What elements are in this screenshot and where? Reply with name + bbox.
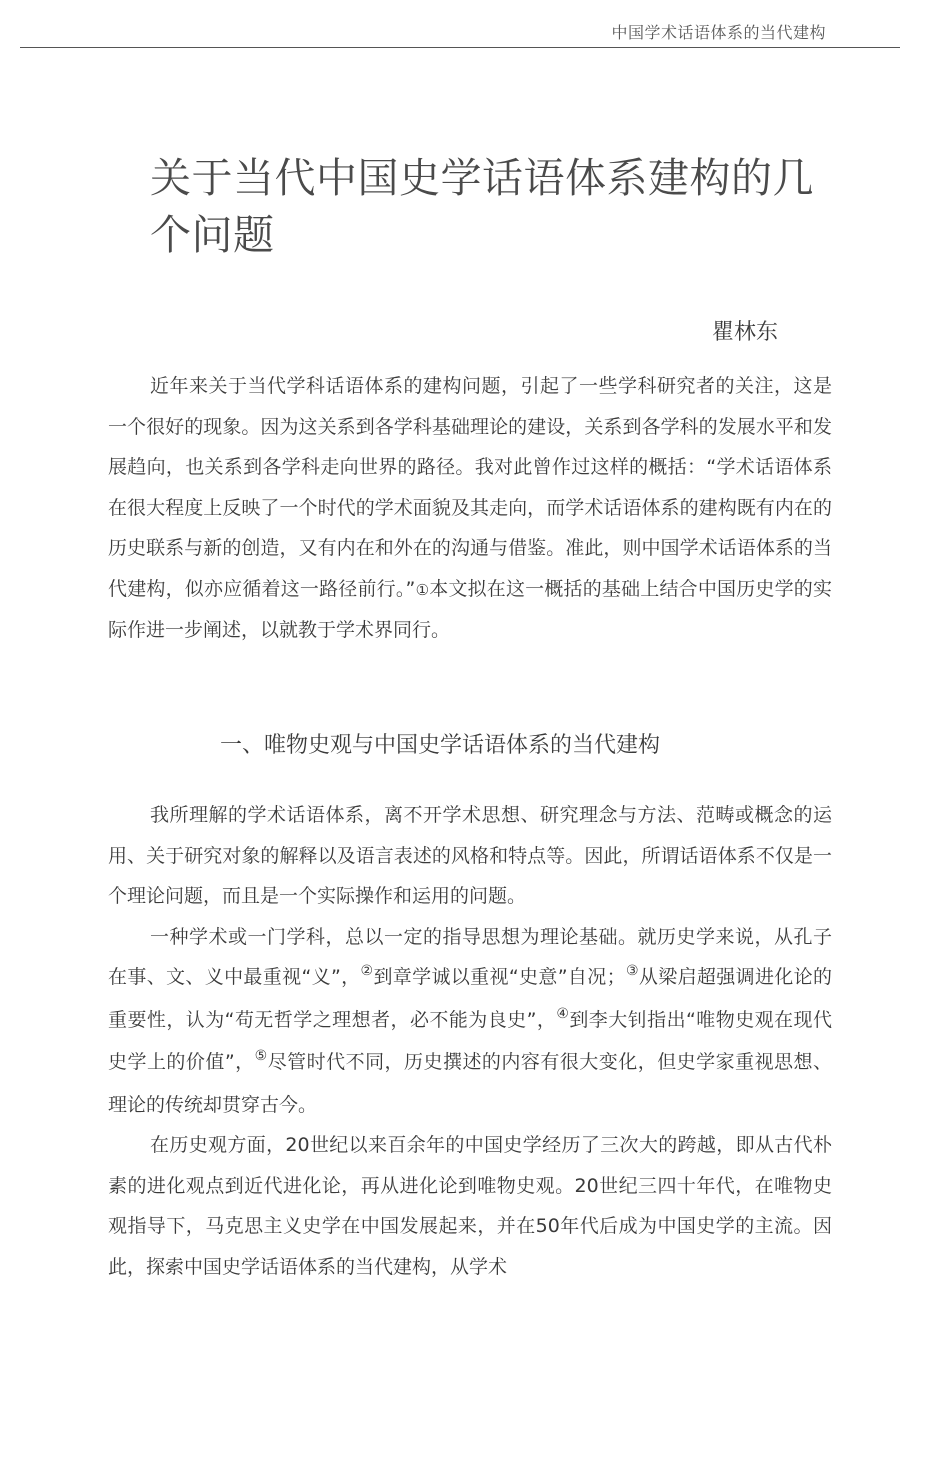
footnote-marker-5: ⑤ (254, 1048, 268, 1064)
header-divider (20, 47, 900, 48)
section-paragraph-1: 我所理解的学术话语体系，离不开学术思想、研究理念与方法、范畴或概念的运用、关于研究对象的解释以及语言表述的风格和特点等。因此，所谓话语体系不仅是一个理论问题，而且是一个实际操作和运用的问题。 (108, 804, 832, 907)
footnote-marker-1: ① (415, 580, 430, 599)
section-body (108, 795, 832, 1287)
footnote-marker-3: ③ (625, 963, 639, 979)
para2-text-1: 一种学术或一门学科，总以一定的指导思想为理论基础。就历史学来说，从孔子在事、文、义中最重视“义”， (108, 925, 832, 988)
intro-text-a: 近年来关于当代学科话语体系的建构问题，引起了一些学科研究者的关注，这是一个很好的现象。因为这关系到各学科基础理论的建设，关系到各学科的发展水平和发展趋向，也关系到各学科走向世界的路径。我对此曾作过这样的概括：“学术话语体系在很大程度上反映了一个时代的学术面貌及其走向，而学术话语体系的建构既有内在的历史联系与新的创造，又有内在和外在的沟通与借鉴。准此，则中国学术话语体系的当代建构，似亦应循着这一路径前行。” (108, 375, 832, 600)
para2-text-2: 到章学诚以重视“史意”自况； (373, 966, 626, 988)
para2-text-5: 尽管时代不同，历史撰述的内容有很大变化，但史学家重视思想、理论的传统却贯穿古今。 (108, 1051, 832, 1116)
section-heading: 一、唯物史观与中国史学话语体系的当代建构 (220, 733, 661, 758)
intro-paragraph (108, 366, 832, 651)
footnote-marker-2: ② (360, 963, 374, 979)
intro-text-b: 本文拟在这一概括的基础上结合中国历史学的实际作进一步阐述，以就教于学术界同行。 (108, 577, 832, 641)
section-paragraph-3: 在历史观方面，20世纪以来百余年的中国史学经历了三次大的跨越，即从古代朴素的进化观点到近代进化论，再从进化论到唯物史观。20世纪三四十年代，在唯物史观指导下，马克思主义史学在中国发展起来，并在50年代后成为中国史学的主流。因此，探索中国史学话语体系的当代建构，从学术 (108, 1134, 832, 1278)
intro-section (108, 366, 832, 651)
para2-text-4: 到李大钊指出“唯物史观在现代史学上的价值”， (108, 1008, 832, 1073)
article-title: 关于当代中国史学话语体系建构的几个问题 (150, 154, 814, 259)
para2-text-3: 从梁启超强调进化论的重要性，认为“苟无哲学之理想者，必不能为良史”， (108, 966, 832, 1031)
section-paragraph-2 (108, 917, 832, 1126)
footnote-marker-4: ④ (556, 1005, 570, 1022)
running-header: 中国学术话语体系的当代建构 (611, 23, 826, 42)
author-name: 瞿林东 (712, 320, 779, 345)
